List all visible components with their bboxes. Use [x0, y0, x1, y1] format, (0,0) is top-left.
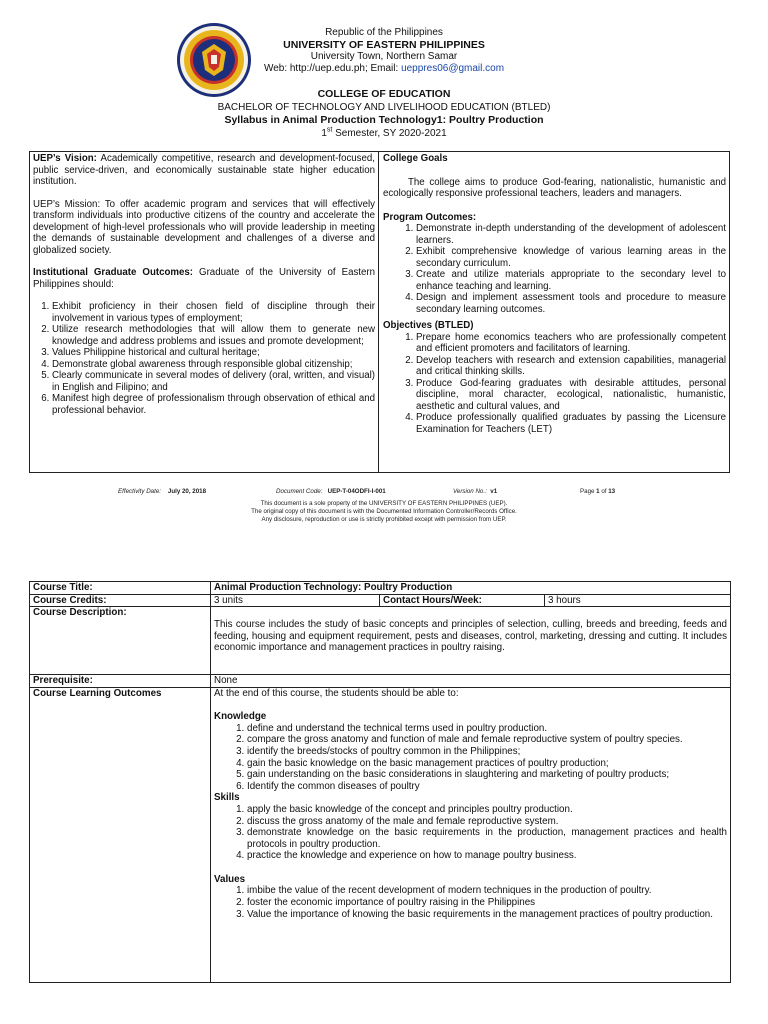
course-info-table	[29, 581, 731, 983]
vision-paragraph: UEP’s Vision: Academically competitive, research and development-focused, public service-driven, and economically sustainable state higher education institution.	[33, 153, 375, 187]
prerequisite-label: Prerequisite:	[30, 674, 211, 687]
igo-list	[33, 301, 375, 416]
list-item: 2. Exhibit comprehensive knowledge of various learning areas in the secondary curriculum.	[416, 246, 726, 269]
program-outcomes-list	[383, 223, 726, 315]
list-item: 1. apply the basic knowledge of the concept and principles poultry production.	[247, 804, 727, 816]
prerequisite-value: None	[211, 674, 731, 687]
list-item: 4. Produce professionally qualified graduates by passing the Licensure Examination for Teachers (LET)	[416, 412, 726, 435]
values-list	[214, 885, 727, 920]
list-item: 2. Utilize research methodologies that will allow them to generate new knowledge and address problems and issues and promote development;	[52, 324, 375, 347]
list-item: 3. Produce God-fearing graduates with desirable attitudes, personal discipline, moral character, ecological, nationalistic, humanistic, aesthetic and cultural values, and	[416, 378, 726, 413]
course-description-label: Course Description:	[30, 607, 211, 675]
email-link[interactable]: ueppres06@gmail.com	[401, 63, 505, 74]
list-item: 1. imbibe the value of the recent development of modern techniques in the production of poultry.	[247, 885, 727, 897]
list-item: 3. Create and utilize materials appropriate to the secondary level to enhance teaching and learning.	[416, 269, 726, 292]
goals-column	[383, 153, 726, 440]
goals-heading: College Goals	[383, 153, 448, 164]
objectives-list	[383, 332, 726, 436]
web-line: Web: http://uep.edu.ph; Email:	[263, 63, 402, 74]
course-title-value: Animal Production Technology: Poultry Production	[211, 582, 731, 595]
university-header	[0, 27, 768, 75]
course-description-value: This course includes the study of basic concepts and principles of selection, culling, breeds and breeding, feeds and feeding, housing and equipment requirement, pests and diseases, control, marketing, dressing and cutting. It includes economic importance and management practices in poultry raising.	[211, 607, 731, 675]
page-number: Page 1 of 13	[580, 488, 616, 495]
list-item: 4. Design and implement assessment tools and procedure to measure secondary learning outcomes.	[416, 292, 726, 315]
igo-paragraph: Institutional Graduate Outcomes: Graduate of the University of Eastern Philippines should:	[33, 267, 375, 290]
list-item: 6. Manifest high degree of professionalism through observation of ethical and professional behavior.	[52, 393, 375, 416]
university-town: University Town, Northern Samar	[310, 51, 458, 62]
vision-mission-column	[33, 153, 375, 416]
list-item: 4. gain the basic knowledge on the basic management practices of poultry production;	[247, 758, 727, 770]
list-item: 1. Exhibit proficiency in their chosen field of discipline through their involvement in various types of employment;	[52, 301, 375, 324]
list-item: 2. discuss the gross anatomy of the male and female reproductive system.	[247, 816, 727, 828]
contact-hours-value: 3 hours	[545, 594, 731, 607]
list-item: 3. Values Philippine historical and cultural heritage;	[52, 347, 375, 359]
course-credits-value: 3 units	[211, 594, 380, 607]
table-row	[30, 582, 731, 595]
effectivity-date: Effectivity Date: July 20, 2018	[118, 488, 207, 495]
table-row	[30, 674, 731, 687]
semester-line: 1st Semester, SY 2020-2021	[321, 126, 447, 139]
document-code: Document Code: UEP-T-04ODFI-I-001	[276, 488, 386, 495]
list-item: 6. Identify the common diseases of poultry	[247, 781, 727, 793]
list-item: 5. gain understanding on the basic considerations in slaughtering and marketing of poultry products;	[247, 769, 727, 781]
list-item: 3. Value the importance of knowing the basic requirements in the management practices of poultry production.	[247, 909, 727, 921]
college-header	[0, 88, 768, 140]
objectives-heading: Objectives (BTLED)	[383, 320, 474, 331]
list-item: 2. compare the gross anatomy and function of male and female reproductive system of poultry species.	[247, 734, 727, 746]
course-credits-label: Course Credits:	[30, 594, 211, 607]
ownership-notice: This document is a sole property of the UNIVERSITY OF EASTERN PHILIPPINES (UEP). The original copy of this document is with the Documented Information Controller/Records Office. Any disclosure, reproduction or use is strictly prohibited except with permission from UEP.	[251, 500, 517, 523]
table-row	[30, 687, 731, 982]
column-divider	[378, 152, 379, 472]
table-row	[30, 607, 731, 675]
version-number: Version No.: v1	[453, 488, 498, 495]
republic-line: Republic of the Philippines	[325, 27, 443, 38]
knowledge-list	[214, 723, 727, 793]
contact-hours-label: Contact Hours/Week:	[380, 594, 545, 607]
table-row	[30, 594, 731, 607]
learning-outcomes-label: Course Learning Outcomes	[30, 687, 211, 982]
skills-list	[214, 804, 727, 862]
list-item: 3. identify the breeds/stocks of poultry common in the Philippines;	[247, 746, 727, 758]
list-item: 5. Clearly communicate in several modes of delivery (oral, written, and visual) in English and Filipino; and	[52, 370, 375, 393]
course-title-label: Course Title:	[30, 582, 211, 595]
values-heading: Values	[214, 873, 246, 885]
list-item: 4. Demonstrate global awareness through responsible global citizenship;	[52, 359, 375, 371]
list-item: 1. define and understand the technical terms used in poultry production.	[247, 723, 727, 735]
program-name: BACHELOR OF TECHNOLOGY AND LIVELIHOOD EDUCATION (BTLED)	[217, 102, 551, 113]
skills-heading: Skills	[214, 792, 240, 804]
vision-mission-box	[29, 151, 730, 473]
list-item: 1. Prepare home economics teachers who are professionally competent and efficient promoters and facilitators of learning.	[416, 332, 726, 355]
goals-text: The college aims to produce God-fearing, nationalistic, humanistic and ecologically responsive professional teachers, leaders and managers.	[383, 176, 726, 199]
list-item: 3. demonstrate knowledge on the basic requirements in the production, management practices and health protocols in poultry production.	[247, 827, 727, 850]
syllabus-title: Syllabus in Animal Production Technology1: Poultry Production	[224, 114, 544, 126]
knowledge-heading: Knowledge	[214, 711, 267, 723]
outcomes-intro: At the end of this course, the students should be able to:	[214, 687, 459, 699]
list-item: 1. Demonstrate in-depth understanding of the development of adolescent learners.	[416, 223, 726, 246]
list-item: 2. Develop teachers with research and extension capabilities, managerial and critical thinking skills.	[416, 355, 726, 378]
learning-outcomes-value	[211, 687, 731, 982]
list-item: 2. foster the economic importance of poultry raising in the Philippines	[247, 897, 727, 909]
university-name: UNIVERSITY OF EASTERN PHILIPPINES	[283, 39, 485, 51]
college-name: COLLEGE OF EDUCATION	[317, 88, 451, 100]
mission-paragraph: UEP’s Mission: To offer academic program and services that will effectively transform individuals into productive citizens of the country and accelerate the development of high-level professionals who will provide leadership in meeting the demands of sustainable development and challenges of a diverse and globalized society.	[33, 198, 375, 256]
program-outcomes-heading: Program Outcomes:	[383, 211, 477, 223]
list-item: 4. practice the knowledge and experience on how to manage poultry business.	[247, 850, 727, 862]
